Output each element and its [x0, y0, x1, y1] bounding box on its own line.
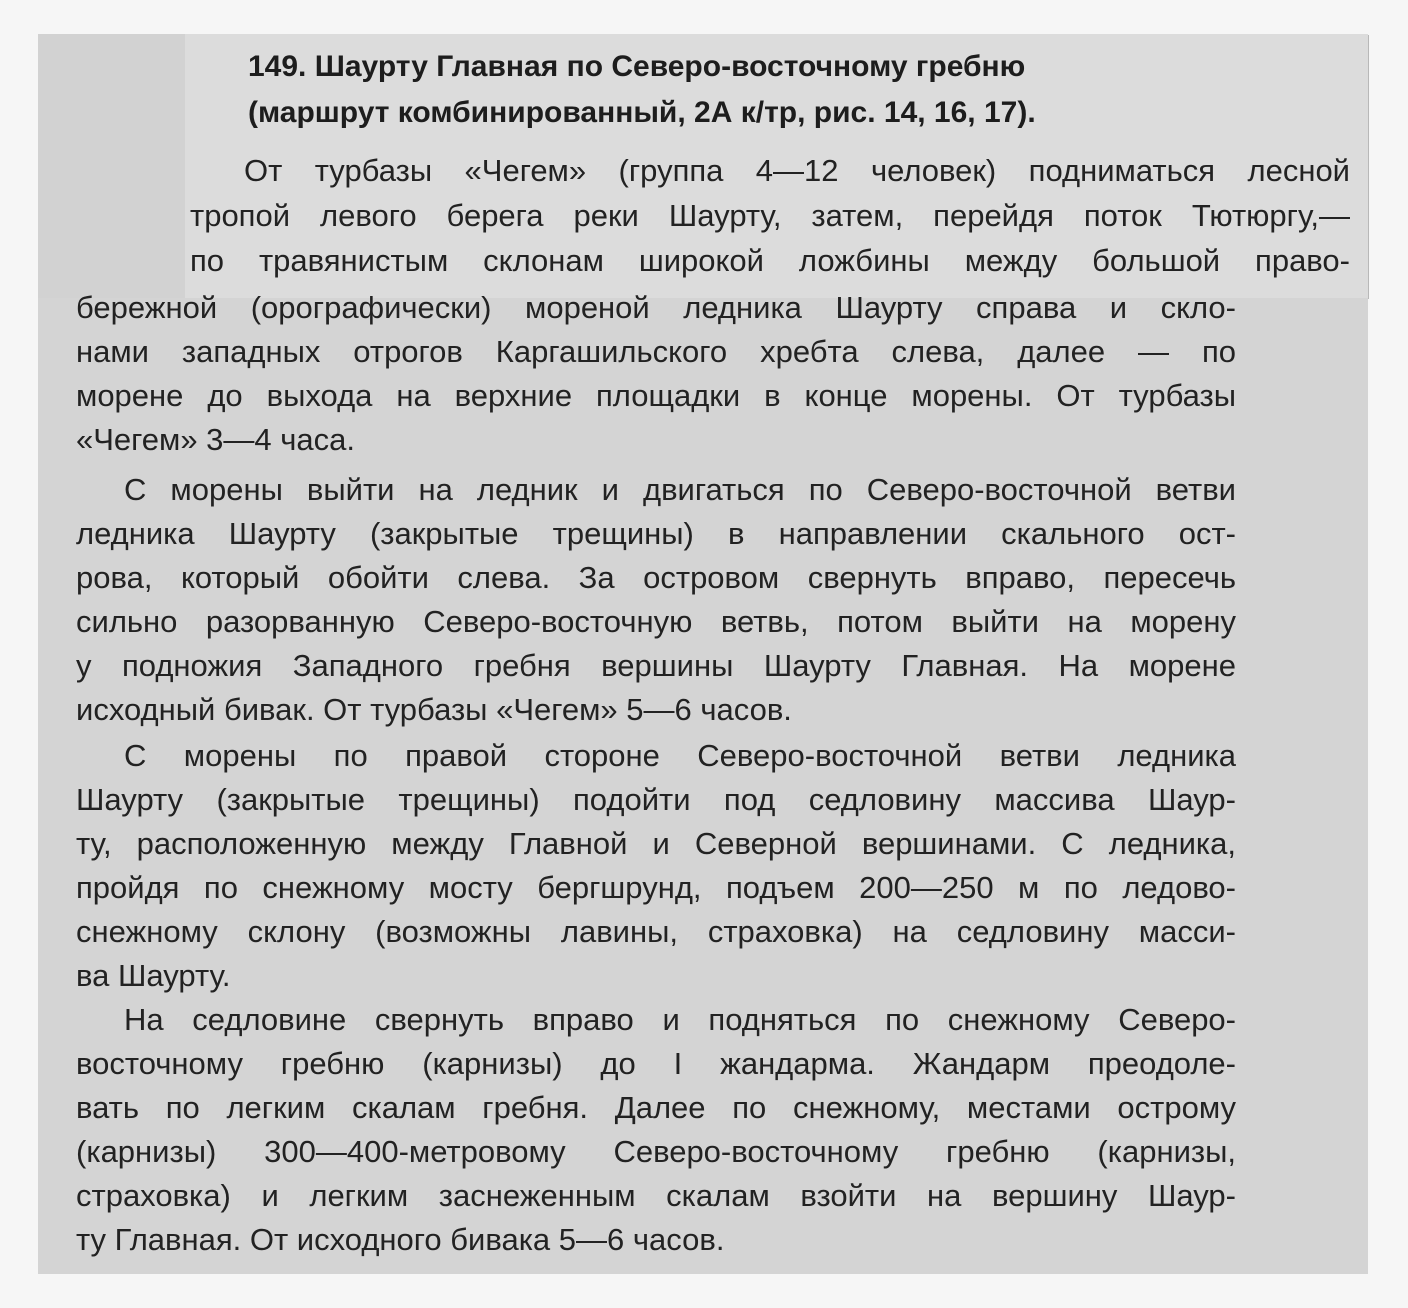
intro-paragraph: [190, 148, 1350, 283]
text-line: пройдя по снежному мосту бергшрунд, подъем 200—250 м по ледово-: [76, 870, 1236, 905]
paragraph-2: [76, 468, 1236, 732]
text-line: «Чегем» 3—4 часа.: [76, 422, 356, 457]
text-line: восточному гребню (карнизы) до I жандарма. Жандарм преодоле-: [76, 1046, 1236, 1081]
text-line: нами западных отрогов Каргашильского хребта слева, далее — по: [76, 334, 1236, 369]
text-line: вать по легким скалам гребня. Далее по снежному, местами острому: [76, 1090, 1236, 1125]
text-line: у подножия Западного гребня вершины Шаурту Главная. На морене: [76, 648, 1236, 683]
text-line: страховка) и легким заснеженным скалам взойти на вершину Шаур-: [76, 1178, 1236, 1213]
text-line: Шаурту (закрытые трещины) подойти под седловину массива Шаур-: [76, 782, 1236, 817]
text-line: исходный бивак. От турбазы «Чегем» 5—6 часов.: [76, 692, 792, 727]
text-line: сильно разорванную Северо-восточную ветвь, потом выйти на морену: [76, 604, 1236, 639]
paragraph-1: [76, 286, 1236, 462]
text-line: (карнизы) 300—400-метровому Северо-восточному гребню (карнизы,: [76, 1134, 1236, 1169]
text-line: С морены выйти на ледник и двигаться по Северо-восточной ветви: [124, 472, 1236, 507]
paragraph-4: [76, 998, 1236, 1262]
heading-line: (маршрут комбинированный, 2А к/тр, рис. 14, 16, 17).: [248, 96, 1036, 129]
text-line: ту Главная. От исходного бивака 5—6 часов.: [76, 1222, 725, 1257]
heading-line: 149. Шаурту Главная по Северо-восточному гребню: [248, 50, 1026, 83]
text-line: От турбазы «Чегем» (группа 4—12 человек) подниматься лесной: [244, 153, 1350, 188]
text-line: морене до выхода на верхние площадки в конце морены. От турбазы: [76, 378, 1236, 413]
text-line: снежному склону (возможны лавины, страховка) на седловину масси-: [76, 914, 1236, 949]
text-line: тропой левого берега реки Шаурту, затем, перейдя поток Тютюргу,—: [190, 198, 1350, 233]
text-line: На седловине свернуть вправо и подняться по снежному Северо-: [124, 1002, 1236, 1037]
text-line: ту, расположенную между Главной и Северной вершинами. С ледника,: [76, 826, 1236, 861]
text-line: по травянистым склонам широкой ложбины между большой право-: [190, 243, 1350, 278]
text-line: бережной (орографически) мореной ледника Шаурту справа и скло-: [76, 290, 1236, 325]
paragraph-3: [76, 734, 1236, 998]
text-line: ледника Шаурту (закрытые трещины) в направлении скального ост-: [76, 516, 1236, 551]
route-heading: [248, 44, 1036, 136]
text-line: ва Шаурту.: [76, 958, 231, 993]
text-line: рова, который обойти слева. За островом свернуть вправо, пересечь: [76, 560, 1236, 595]
text-line: С морены по правой стороне Северо-восточной ветви ледника: [124, 738, 1236, 773]
